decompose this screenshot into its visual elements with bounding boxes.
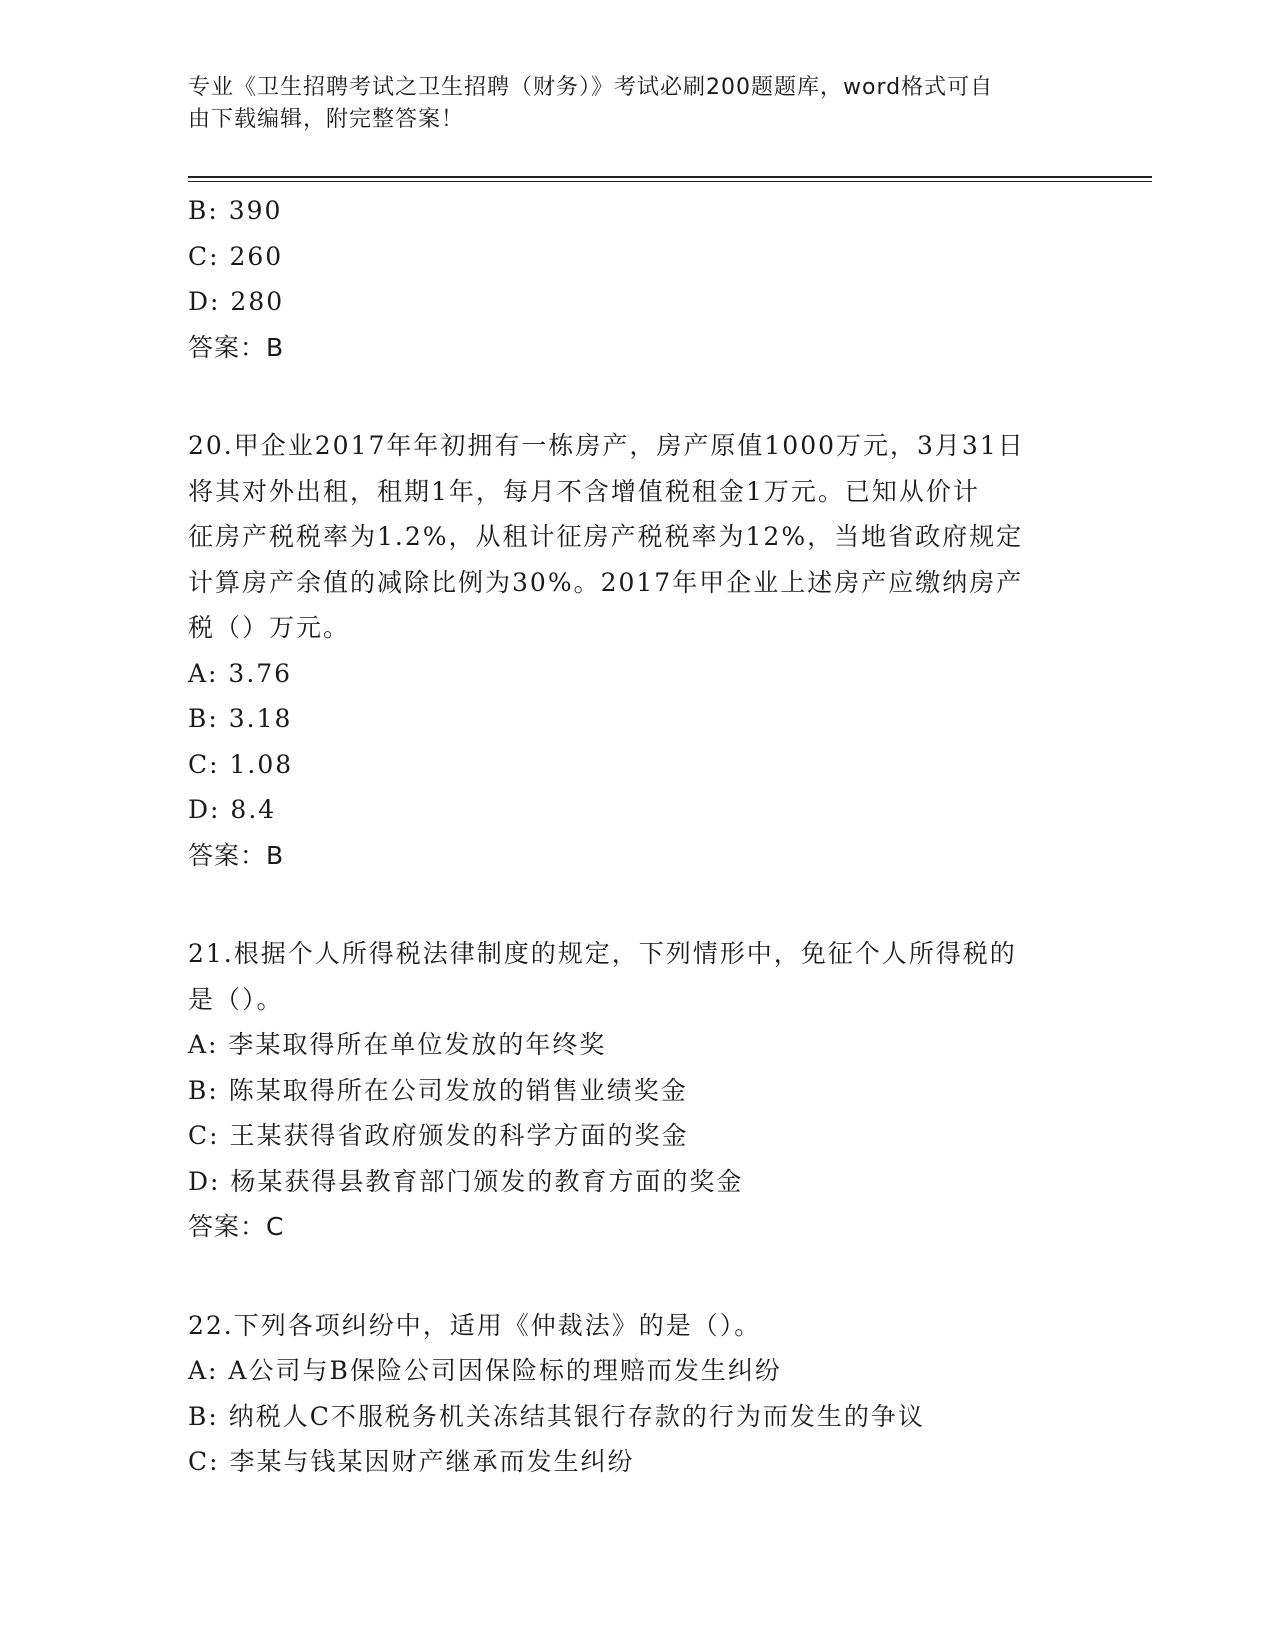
option-d: D: 8.4 [188,795,277,824]
header-divider-thick [188,176,1152,178]
option-c: C: 260 [188,241,284,271]
question-stem-line: 计算房产余值的减除比例为30%。2017年甲企业上述房产应缴纳房产 [188,567,1024,597]
option-d: D: 杨某获得县教育部门颁发的教育方面的奖金 [188,1166,744,1196]
answer-line: 答案：B [188,332,285,362]
question-spacer [188,370,1088,423]
page-header [188,72,1068,136]
question-spacer [188,878,1088,931]
question-stem-line: 税（）万元。 [188,613,351,642]
question-stem-line: 21.根据个人所得税法律制度的规定，下列情形中，免征个人所得税的 [188,939,1017,968]
option-b: B: 390 [188,196,283,225]
question-stem-line: 征房产税税率为1.2%，从租计征房产税税率为12%，当地省政府规定 [188,522,1024,551]
answer-line: 答案：C [188,1212,285,1241]
question-stem-line: 22.下列各项纠纷中，适用《仲裁法》的是（）。 [188,1310,762,1340]
question-list [188,188,1088,1485]
option-b: B: 陈某取得所在公司发放的销售业绩奖金 [188,1075,688,1105]
question-22 [188,1303,1088,1485]
header-divider-thin [188,181,1152,182]
question-stem-line: 20.甲企业2017年年初拥有一栋房产，房产原值1000万元，3月31日 [188,431,1025,460]
option-c: C: 李某与钱某因财产继承而发生纠纷 [188,1447,635,1476]
question-spacer [188,1250,1088,1303]
option-b: B: 纳税人C不服税务机关冻结其银行存款的行为而发生的争议 [188,1401,925,1431]
option-d: D: 280 [188,287,285,316]
header-line-2: 由下载编辑，附完整答案！ [188,107,465,132]
option-b: B: 3.18 [188,704,293,733]
answer-line: 答案：B [188,840,285,870]
option-c: C: 1.08 [188,749,294,779]
question-stem-line: 是（）。 [188,984,284,1014]
option-a: A: A公司与B保险公司因保险标的理赔而发生纠纷 [188,1356,782,1385]
option-a: A: 3.76 [188,658,293,688]
question-20 [188,423,1088,878]
header-line-1: 专业《卫生招聘考试之卫生招聘（财务）》考试必刷200题题库，word格式可自 [188,75,994,100]
option-a: A: 李某取得所在单位发放的年终奖 [188,1030,607,1059]
question-19-tail [188,188,1088,370]
question-21 [188,931,1088,1250]
question-stem-line: 将其对外出租，租期1年，每月不含增值税租金1万元。已知从价计 [188,476,980,506]
option-c: C: 王某获得省政府颁发的科学方面的奖金 [188,1121,689,1150]
